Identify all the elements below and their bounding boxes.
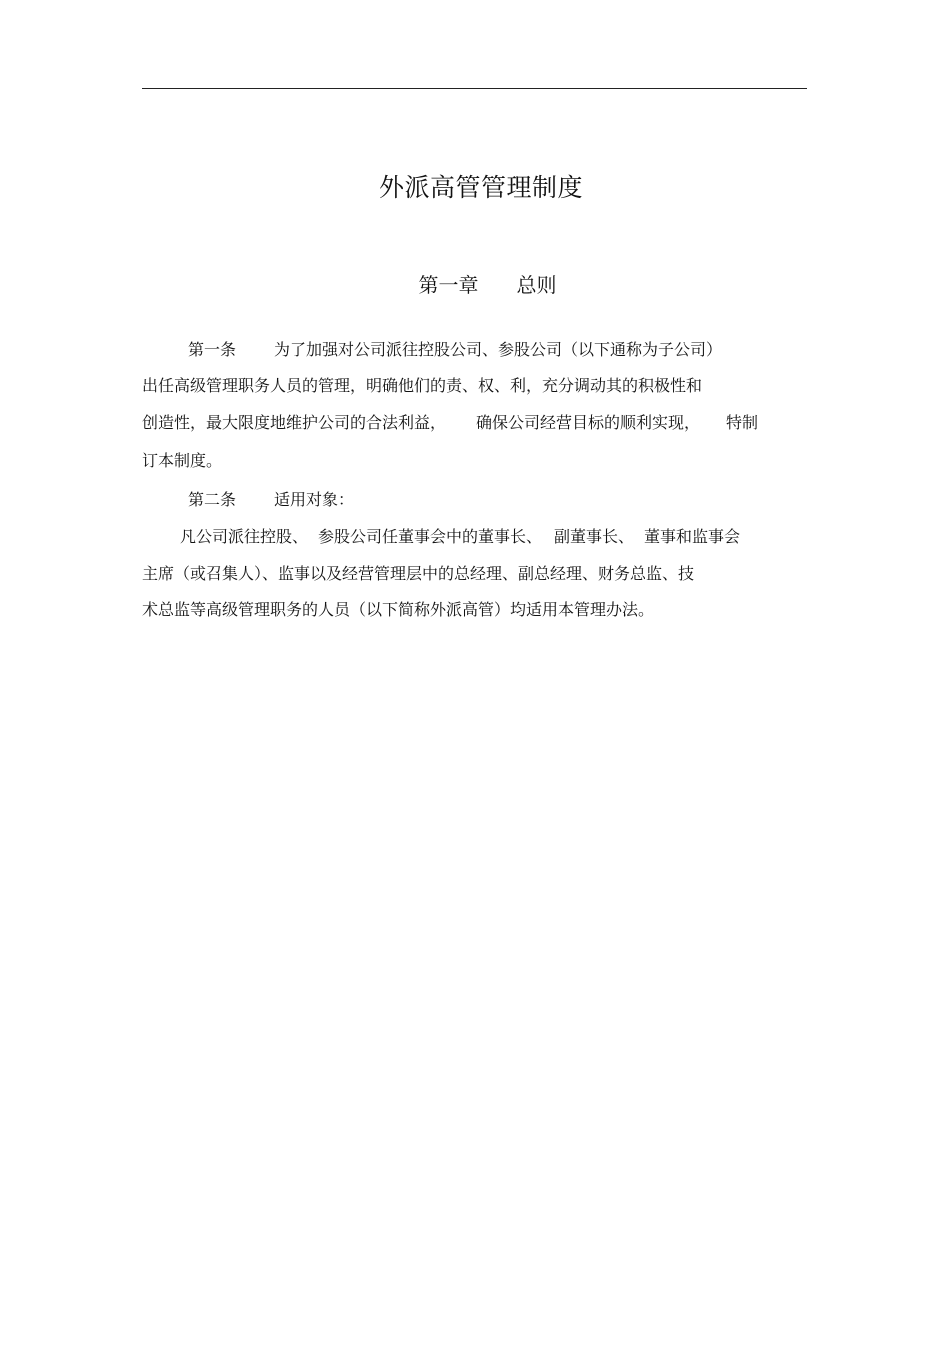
article-2-line-2 <box>180 527 740 547</box>
article-2-line-3: 主席（或召集人）、监事以及经营管理层中的总经理、副总经理、财务总监、技 <box>142 564 695 583</box>
article-1-line-1 <box>188 340 722 360</box>
article-1-line-3 <box>142 413 758 433</box>
article-1-text-3b: 确保公司经营目标的顺利实现， <box>476 413 701 432</box>
article-1-text-1: 为了加强对公司派往控股公司、参股公司（以下通称为子公司） <box>274 340 723 359</box>
document-title: 外派高管管理制度 <box>378 173 583 202</box>
article-2-label: 第二条 <box>188 490 237 509</box>
article-2-text-2c: 副董事长、 <box>554 527 635 546</box>
article-2-text-2a: 凡公司派往控股、 <box>180 527 309 546</box>
article-2-line-1 <box>188 490 354 510</box>
header-rule <box>142 88 807 89</box>
article-2-heading: 适用对象： <box>274 490 355 509</box>
article-1-text-3a: 创造性，最大限度地维护公司的合法利益， <box>142 413 447 432</box>
chapter-name: 总则 <box>516 273 557 297</box>
article-2-text-2d: 董事和监事会 <box>644 527 741 546</box>
article-2-text-2b: 参股公司任董事会中的董事长、 <box>318 527 543 546</box>
article-1-line-2: 出任高级管理职务人员的管理，明确他们的责、权、利，充分调动其的积极性和 <box>142 376 703 395</box>
chapter-number: 第一章 <box>418 273 479 297</box>
article-2-line-4: 术总监等高级管理职务的人员（以下简称外派高管）均适用本管理办法。 <box>142 600 655 619</box>
article-1-text-3c: 特制 <box>726 413 759 432</box>
article-1-label: 第一条 <box>188 340 237 359</box>
chapter-heading <box>0 269 950 298</box>
article-1-line-4: 订本制度。 <box>142 451 223 470</box>
